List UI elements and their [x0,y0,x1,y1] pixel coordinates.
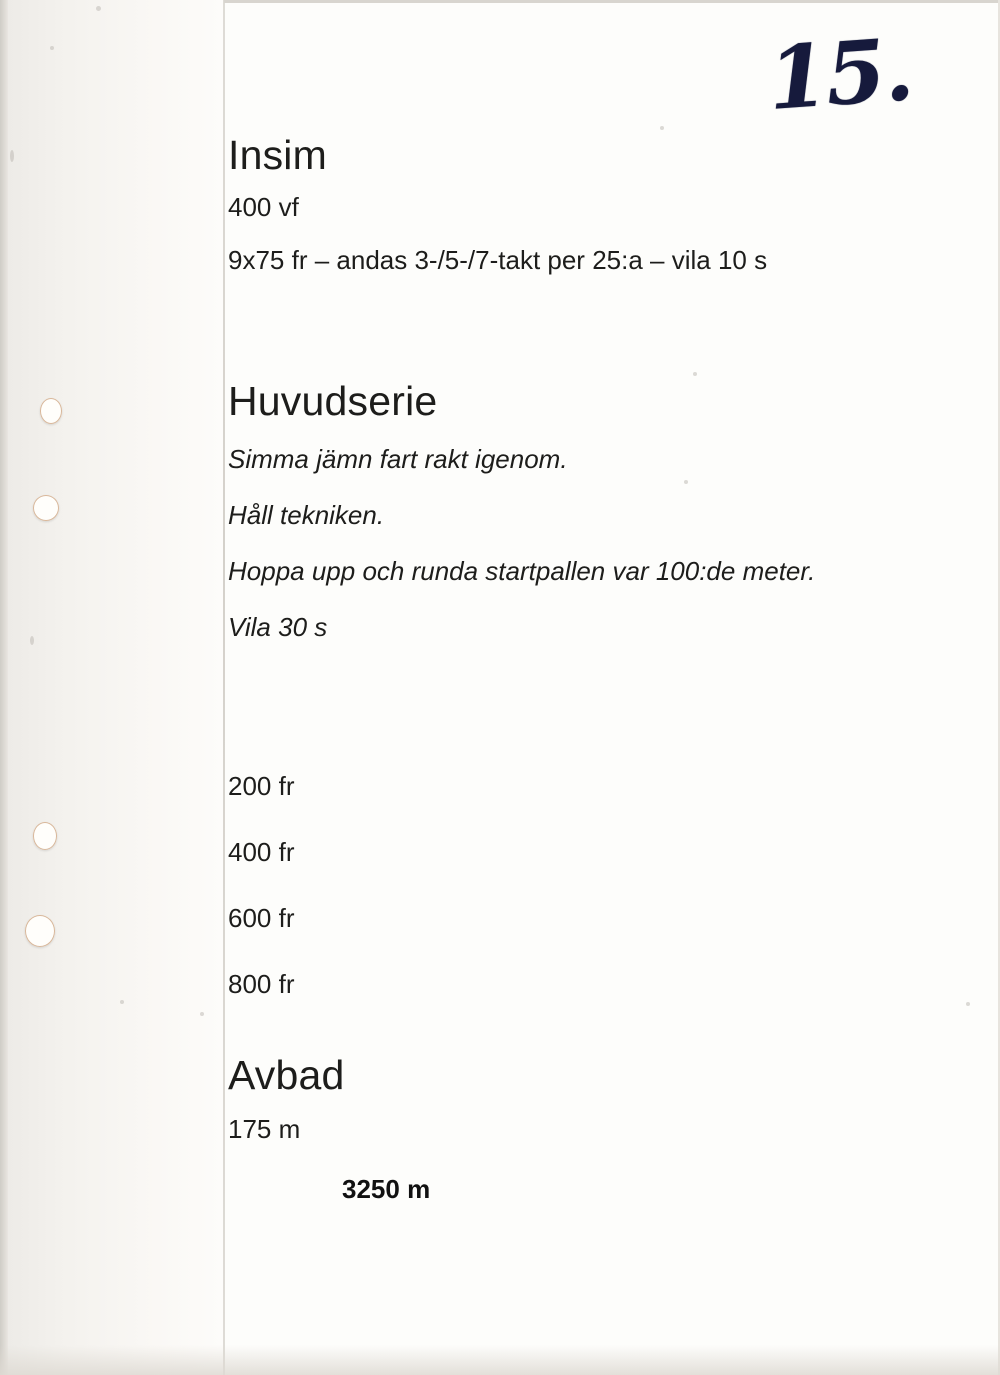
scan-speckle [10,150,14,162]
main-set-note: Vila 30 s [228,611,328,642]
paper-top-edge [224,0,1000,3]
scan-speckle [30,636,34,645]
punch-hole [33,822,57,850]
scan-speckle [693,372,697,376]
main-set-note: Hoppa upp och runda startpallen var 100:de meter. [228,555,816,586]
cooldown-heading: Avbad [228,1052,345,1098]
scan-speckle [50,46,54,50]
main-set-note: Simma jämn fart rakt igenom. [228,444,568,474]
punch-hole [25,915,55,947]
scan-speckle [120,1000,124,1004]
warmup-heading: Insim [228,132,327,178]
warmup-distance: 400 vf [228,192,299,222]
scan-speckle [200,1012,204,1016]
punch-hole [33,495,59,521]
main-set-rep: 600 fr [228,902,295,933]
main-set-reps-list [228,768,295,1032]
scan-speckle [96,6,101,11]
punch-hole [40,398,62,424]
section-warmup [228,132,767,287]
cooldown-distance: 175 m [228,1114,301,1144]
main-set-note: Håll tekniken. [228,499,385,530]
main-set-heading: Huvudserie [228,378,438,424]
scan-speckle [660,126,664,130]
paper-edge-line [223,0,225,1375]
handwritten-page-number: 15. [765,19,916,130]
section-main-set [228,378,815,665]
scan-speckle [966,1002,970,1006]
section-cooldown [228,1052,430,1205]
warmup-detail: 9x75 fr – andas 3-/5-/7-takt per 25:a – vila 10 s [228,244,768,275]
paper-bottom-shadow [0,1345,1000,1375]
main-set-rep: 800 fr [228,968,295,999]
scanner-left-margin [0,0,224,1375]
main-set-rep: 200 fr [228,771,295,801]
main-set-rep: 400 fr [228,836,295,867]
total-distance: 3250 m [342,1173,431,1204]
